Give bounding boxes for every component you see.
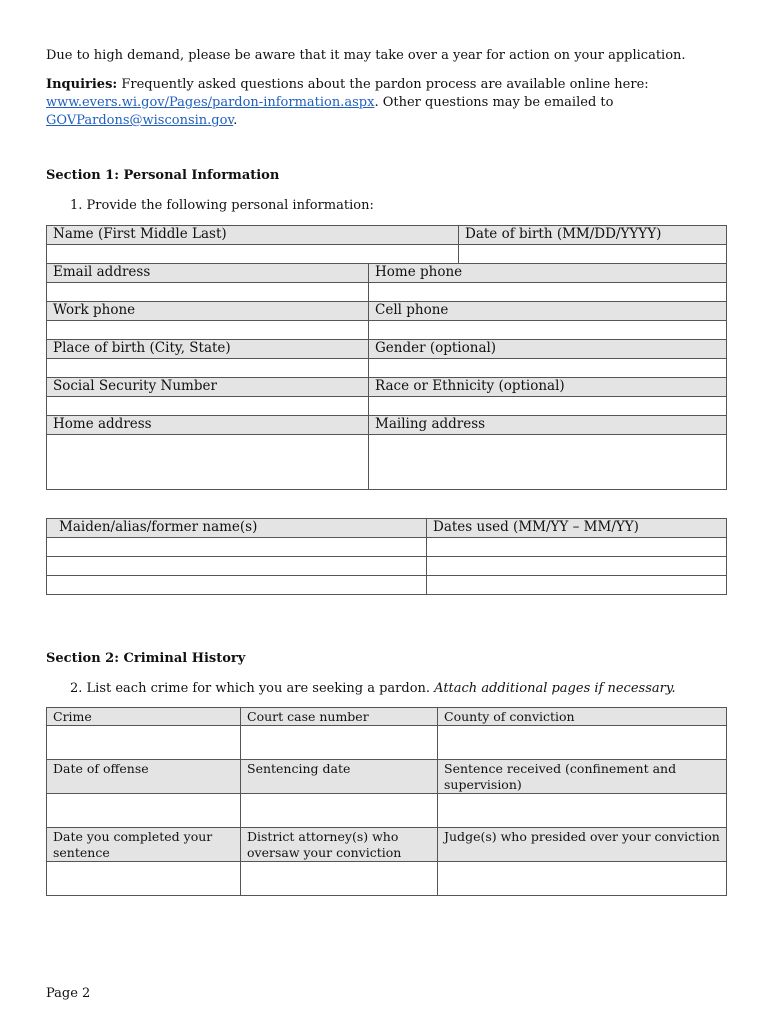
alias-dates-field[interactable] (427, 538, 727, 557)
birthplace-field[interactable] (47, 359, 369, 378)
page-number: Page 2 (46, 986, 91, 1001)
home-address-field[interactable] (47, 435, 369, 490)
section2-item-text: 2. List each crime for which you are seeking a pardon. (70, 681, 435, 696)
section1-title: Section 1: Personal Information (46, 168, 280, 183)
inquiries-label: Inquiries: (46, 77, 118, 92)
ssn-label: Social Security Number (47, 378, 369, 397)
crime-field[interactable] (47, 726, 241, 760)
home-phone-label: Home phone (369, 264, 727, 283)
gender-field[interactable] (369, 359, 727, 378)
section2-title: Section 2: Criminal History (46, 651, 246, 666)
home-phone-field[interactable] (369, 283, 727, 302)
criminal-history-table (46, 707, 727, 896)
dob-label: Date of birth (MM/DD/YYYY) (459, 226, 727, 245)
alias-name-field[interactable] (47, 538, 427, 557)
county-field[interactable] (438, 726, 727, 760)
ssn-field[interactable] (47, 397, 369, 416)
alias-name-field[interactable] (47, 576, 427, 595)
gender-label: Gender (optional) (369, 340, 727, 359)
home-address-label: Home address (47, 416, 369, 435)
court-case-label: Court case number (241, 708, 438, 726)
work-phone-field[interactable] (47, 321, 369, 340)
dob-field[interactable] (459, 245, 727, 264)
date-completed-label: Date you completed your sentence (47, 828, 241, 862)
work-phone-label: Work phone (47, 302, 369, 321)
notice-text: Due to high demand, please be aware that it may take over a year for action on your application. (46, 48, 686, 63)
district-attorney-label: District attorney(s) who oversaw your conviction (241, 828, 438, 862)
faq-link[interactable]: www.evers.wi.gov/Pages/pardon-information.aspx (46, 95, 375, 110)
email-link[interactable]: GOVPardons@wisconsin.gov (46, 113, 234, 128)
date-offense-label: Date of offense (47, 760, 241, 794)
cell-phone-field[interactable] (369, 321, 727, 340)
inquiries-paragraph (46, 76, 736, 130)
date-offense-field[interactable] (47, 794, 241, 828)
section2-item-note: Attach additional pages if necessary. (434, 681, 676, 696)
alias-dates-field[interactable] (427, 557, 727, 576)
name-field[interactable] (47, 245, 459, 264)
mailing-address-field[interactable] (369, 435, 727, 490)
cell-phone-label: Cell phone (369, 302, 727, 321)
race-label: Race or Ethnicity (optional) (369, 378, 727, 397)
court-case-field[interactable] (241, 726, 438, 760)
email-field[interactable] (47, 283, 369, 302)
period-text: . (233, 113, 238, 128)
alias-dates-field[interactable] (427, 576, 727, 595)
personal-info-table (46, 225, 727, 490)
name-label: Name (First Middle Last) (47, 226, 459, 245)
crime-label: Crime (47, 708, 241, 726)
alias-table (46, 518, 727, 595)
birthplace-label: Place of birth (City, State) (47, 340, 369, 359)
alias-name-field[interactable] (47, 557, 427, 576)
sentence-received-field[interactable] (438, 794, 727, 828)
judge-label: Judge(s) who presided over your conviction (438, 828, 727, 862)
mailing-address-label: Mailing address (369, 416, 727, 435)
district-attorney-field[interactable] (241, 862, 438, 896)
section2-item (70, 680, 676, 698)
sentencing-date-label: Sentencing date (241, 760, 438, 794)
other-questions-text: . Other questions may be emailed to (374, 95, 614, 110)
email-label: Email address (47, 264, 369, 283)
inquiries-text: Frequently asked questions about the pardon process are available online here: (117, 77, 649, 92)
alias-name-header: Maiden/alias/former name(s) (47, 519, 427, 538)
sentencing-date-field[interactable] (241, 794, 438, 828)
judge-field[interactable] (438, 862, 727, 896)
date-completed-field[interactable] (47, 862, 241, 896)
county-label: County of conviction (438, 708, 727, 726)
sentence-received-label: Sentence received (confinement and supervision) (438, 760, 727, 794)
race-field[interactable] (369, 397, 727, 416)
alias-dates-header: Dates used (MM/YY – MM/YY) (427, 519, 727, 538)
section1-item: 1. Provide the following personal information: (70, 198, 374, 213)
